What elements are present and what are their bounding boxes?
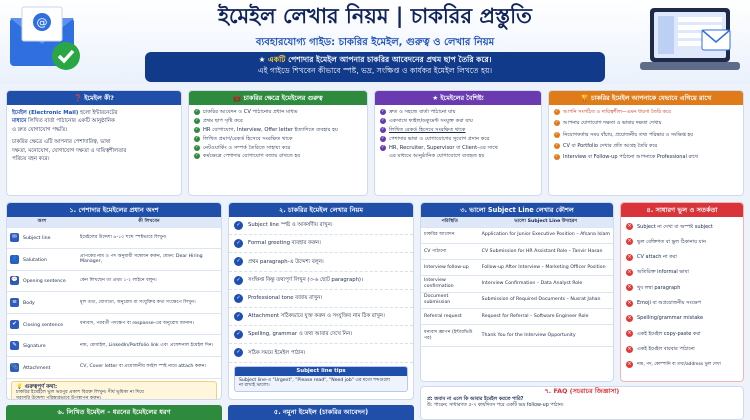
- list-item: × ভুল বেক্তিগত বা ভুল ঠিকানায় যান: [627, 238, 706, 245]
- check-icon: ✓: [555, 131, 559, 137]
- list-item: ✓ Interview বা Follow-up পাঠানো আপনাকে Professional রাখে: [555, 154, 698, 160]
- cross-icon: ×: [627, 314, 632, 321]
- banner-line-2: এই গাইডে শিখবেন কীভাবে স্পষ্ট, ভদ্র, সংক্ষিপ্ত ও কার্যকর ইমেইল লিখতে হয়।: [257, 66, 493, 76]
- card-body: [549, 105, 743, 169]
- card-header: ★ ইমেইলের বৈশিষ্ট্য: [375, 91, 541, 105]
- salutation-icon: 👤: [11, 255, 18, 262]
- table-row: Referral request Request for Referral – Software Engineer Role: [421, 308, 613, 324]
- trophy-icon: 🏆: [580, 94, 592, 102]
- table-row: Interview follow-up Follow-up After Interview – Marketing Officer Position: [421, 260, 613, 276]
- list-item: × CV attach না করা: [627, 253, 677, 261]
- card-line: মাধ্যমে লিখিত বার্তা পাঠানোর একটি আনুষ্ঠানিক: [12, 118, 115, 125]
- table-row: CV পাঠানো CV Submission for HR Assistant Role – Tanvir Hasan: [421, 243, 613, 259]
- cross-icon: ×: [627, 238, 632, 245]
- faq-answer: উ: পারেন; সাধারণত ৫-৭ কার্যদিবস পরে একটি ভদ্র follow-up পাঠান।: [427, 402, 564, 408]
- intro-banner: [145, 52, 605, 82]
- section-title: ৪. সাধারণ ভুল ও সতর্কতা: [621, 203, 743, 217]
- check-icon: ✓: [555, 120, 559, 126]
- attachment-icon: 📎: [11, 363, 18, 370]
- tips-box: Subject line tips Subject line-এ "Urgent", "Please read", "Need job" এর মতো শব্দগুলো না রাখাই ভালো।: [234, 366, 408, 392]
- card-header: ❓ ইমেইল কী?: [7, 91, 181, 105]
- table-row: 👤 Salutation প্রাপকের নাম ও পদ অনুযায়ী সম্বোধন করুন, যেমন: Dear Hiring Manager,: [7, 249, 221, 271]
- card-header: 💼 চাকরির ক্ষেত্রে ইমেইলের গুরুত্ব: [189, 91, 367, 105]
- faq-question: প্র: জবাব না এলে কি আবার ইমেইল করতে পারি?: [427, 397, 524, 402]
- rules-list: [229, 217, 413, 363]
- list-item: ✓ CV বা Portfolio দেখার প্রতি আগ্রহ তৈরি করে: [555, 142, 658, 149]
- table-row: ধন্যবাদ জ্ঞাপন (ইন্টারভিউ পর) Thank You for the Interview Opportunity: [421, 325, 613, 347]
- list-item: ✓ HR যোগাযোগ, Interview, Offer letter ইত্যাদিতে ব্যবহার হয়: [195, 126, 338, 133]
- check-icon: ✓: [234, 294, 243, 303]
- section-writing-rules: [228, 202, 414, 400]
- table-row: ✔ Closing sentence ধন্যবাদ, পরবর্তী পদক্ষেপ বা response-এর অনুরোধ জানান।: [7, 313, 221, 335]
- mistakes-list: [621, 217, 743, 372]
- list-item: × একই ইমেইল বারবার পাঠানো: [627, 345, 695, 352]
- check-icon: ✓: [381, 144, 385, 150]
- list-item: × নাম, পদ, কোম্পানি বা তথ্য/address ভুল দেখা: [627, 360, 721, 367]
- list-item: ✓ একসাথে ফাইল/ডকুমেন্ট সংযুক্ত করা যায়: [381, 117, 473, 124]
- col-header: ভালো Subject Line উদাহরণ: [479, 217, 613, 227]
- bulb-icon: 💡: [16, 383, 25, 390]
- card-line: ও দ্রুত যোগাযোগ পদ্ধতি।: [12, 126, 68, 133]
- list-item: ✓ সঠিক সময়ে ইমেইল পাঠান।: [229, 344, 413, 362]
- briefcase-icon: 💼: [233, 94, 244, 102]
- card-advantages: [548, 90, 744, 196]
- list-item: ✓ আপনার যোগাযোগ দক্ষতা ও ভাষার দক্ষতা দেখায়: [555, 120, 662, 127]
- question-icon: ❓: [74, 94, 85, 102]
- check-icon: ✓: [234, 312, 243, 321]
- cross-icon: ×: [627, 223, 632, 230]
- list-item: × অতিরিক্ত informal ভাষা: [627, 269, 689, 276]
- table-row: 📎 Attachment CV, Cover letter বা প্রয়োজনীয় ফাইল স্পষ্ট নামে attach করুন।: [7, 357, 221, 379]
- list-item: ✓ লিখিত রেকর্ড হিসেবে সংরক্ষিত থাকে: [381, 126, 466, 133]
- card-body: [7, 105, 181, 167]
- table-row: ≡ Body মূল তথ্য, যোগ্যতা, অনুরোধ বা সংযুক্তির কথা সংক্ষেপে লিখুন।: [7, 292, 221, 314]
- laptop-email-icon: [636, 4, 744, 80]
- card-line: চাকরির ক্ষেত্রে এটি আপনার পেশাদারিত্ব, ভাষা: [12, 139, 111, 146]
- list-item: ✓ পেশাদার ভাষা ও যোগাযোগের সুযোগ প্রদান করে: [381, 135, 490, 142]
- banner-highlight: একটি: [268, 55, 286, 64]
- star-icon: ★: [432, 94, 441, 102]
- check-icon: ✓: [381, 126, 385, 132]
- check-icon: ✓: [195, 135, 199, 141]
- subject-table: [421, 217, 613, 347]
- card-line: ইমেইল (Electronic Mail) হলো ইন্টারনেটের: [12, 110, 118, 116]
- check-icon: ✓: [381, 117, 385, 123]
- list-item: ✓ Attachment সঠিকভাবে যুক্ত করুন ও সংযুক্তির নাম ঠিক রাখুন।: [229, 308, 413, 326]
- card-what-is-email: [6, 90, 182, 196]
- col-header: পরিস্থিতি: [421, 217, 479, 227]
- check-icon: ✓: [195, 117, 199, 123]
- table-row: ✉ Subject line ইমেইলের উদ্দেশ্য ৬-১০ শব্দে স্পষ্টভাবে লিখুন।: [7, 227, 221, 249]
- cross-icon: ×: [627, 345, 632, 352]
- table-row: চাকরির আবেদন Application for Junior Executive Position – Afsana Islam: [421, 227, 613, 243]
- section-title: ১. পেশাদার ইমেইলের প্রধান অংশ: [7, 203, 221, 217]
- list-item: × Emoji বা অপ্রয়োজনীয় সংক্ষেপ: [627, 299, 702, 306]
- col-header: কী লিখবেন: [77, 217, 221, 227]
- table-row: Document submission Submission of Required Documents – Nusrat Jahan: [421, 292, 613, 308]
- list-item: ✓ চাকরির আবেদন ও CV পাঠানোর প্রধান মাধ্যম: [195, 109, 298, 115]
- check-icon: ✓: [234, 348, 243, 357]
- list-item: ✓ লিখিত প্রমাণ/রেকর্ড হিসেবে সংরক্ষিত থাকে: [195, 135, 293, 142]
- section-mistakes: [620, 202, 744, 382]
- cross-icon: ×: [627, 269, 632, 276]
- section-subject-lines: [420, 202, 614, 382]
- list-item: ✓ প্রথম paragraph-এ উদ্দেশ্য বলুন।: [229, 253, 413, 271]
- check-icon: ✓: [234, 257, 243, 266]
- section-6-title: ৬. লিখিত ইমেইল – ধরনের ইমেইলের ধরণ: [6, 405, 222, 420]
- table-row: 💬 Opening sentence কেন লিখছেন তা প্রথম ১-২ লাইনে বলুন।: [7, 270, 221, 292]
- check-icon: ✓: [381, 109, 385, 114]
- card-line: পরিচয় বহন করে।: [12, 155, 50, 162]
- page-subtitle: ব্যবহারযোগ্য গাইড: চাকরির ইমেইল, গুরুত্ব ও লেখার নিয়ম: [255, 37, 495, 48]
- card-body: [189, 105, 367, 166]
- opening-icon: 💬: [11, 277, 18, 284]
- list-item: ✓ HR, Recruiter, Supervisor বা Client-এর সাথে: [381, 144, 498, 151]
- list-item: ✓ নেটওয়ার্কিং ও সম্পর্ক তৈরিতে সাহায্য করে: [195, 144, 291, 151]
- card-features: [374, 90, 542, 196]
- list-item: × একই ইমেইল copy-paste করা: [627, 330, 701, 337]
- check-icon: ✓: [234, 239, 243, 248]
- section-title: ৩. ভালো Subject Line লেখার কৌশল: [421, 203, 613, 217]
- list-item: ✓ আপনি সংগঠিত ও দায়িত্বশীল—এমন ধারণা তৈরি করে: [555, 109, 671, 115]
- envelope-check-icon: [8, 4, 108, 80]
- list-item: × Subject না দেখা বা অস্পষ্ট subject: [627, 223, 713, 230]
- card-body: [375, 105, 541, 166]
- check-icon: ✓: [381, 135, 385, 141]
- faq-section: [420, 386, 744, 420]
- cross-icon: ×: [627, 330, 632, 337]
- list-item: ✓ Spelling, grammar ও তথ্য আবার দেখে নিন।: [229, 326, 413, 344]
- list-item: ✓ প্রথম ছাপ সৃষ্টি করে: [195, 117, 243, 124]
- list-item: ✓ সংক্ষিপ্ত কিন্তু তথ্যপূর্ণ লিখুন (৩-৬ ছোট paragraph)।: [229, 272, 413, 290]
- check-icon: ✓: [195, 144, 199, 150]
- parts-table: [7, 217, 221, 379]
- col-header: অংশ: [7, 217, 77, 227]
- list-item: × খুব লম্বা paragraph: [627, 284, 681, 291]
- section-5-title: ৫. নমুনা ইমেইল (চাকরির আবেদন): [228, 405, 414, 420]
- star-icon: ★: [258, 55, 269, 64]
- list-item: এর মাধ্যমে আনুষ্ঠানিক যোগাযোগে ব্যবহৃত হয়: [389, 153, 485, 160]
- list-item: × Spelling/grammar mistake: [627, 314, 704, 322]
- cross-icon: ×: [627, 299, 632, 306]
- check-icon: ✓: [234, 276, 243, 285]
- check-icon: ✓: [555, 154, 559, 159]
- cross-icon: ×: [627, 253, 632, 260]
- body-icon: ≡: [10, 298, 19, 307]
- signature-icon: ✎: [10, 341, 19, 350]
- faq-title: ৭. FAQ (সচরাচর জিজ্ঞাসা): [544, 387, 620, 395]
- check-icon: ✓: [195, 153, 199, 159]
- section-email-parts: [6, 202, 222, 400]
- list-item: ✓ Formal greeting ব্যবহার করুন।: [229, 235, 413, 253]
- important-note: 💡 গুরুত্বপূর্ণ কথা: চাকরির ইমেইলে ভুল ভরপুর প্রকাশ বিরক্ত লিখুন। দীর্ঘ ভূমিকা না দিয়ে সরাসরি উদ্দেশ্য পরিষ্কারভাবে উপস্থাপন করুন।: [11, 381, 217, 400]
- check-icon: ✓: [195, 109, 199, 114]
- cross-icon: ×: [627, 284, 632, 291]
- card-importance: [188, 90, 368, 196]
- table-row: Interview confirmation Interview Confirmation – Data Analyst Role: [421, 276, 613, 292]
- list-item: ✓ নিয়োগকর্তার সময় বাঁচায়, প্রয়োজনীয় তথ্য পরিষ্কার ও সংক্ষিপ্ত হয়: [555, 131, 694, 138]
- check-icon: ✓: [234, 221, 243, 230]
- list-item: ✓ Subject line স্পষ্ট ও আকর্ষণীয় রাখুন।: [229, 217, 413, 235]
- check-icon: ✓: [555, 109, 559, 114]
- list-item: ✓ Professional tone বজায় রাখুন।: [229, 290, 413, 308]
- card-line: দক্ষতা, মনোযোগ, যোগাযোগ দক্ষতা ও দায়িত্বশীলতার: [12, 147, 127, 154]
- check-icon: ✓: [555, 142, 559, 148]
- list-item: ✓ কর্মক্ষেত্রে পেশাদার যোগাযোগ বজায় রাখতে হয়: [195, 153, 301, 160]
- svg-text:@: @: [36, 16, 48, 29]
- closing-icon: ✔: [10, 320, 19, 329]
- list-item: ✓ দ্রুত ও সহজে বার্তা পাঠানো যায়: [381, 109, 456, 115]
- banner-line-1: পেশাদার ইমেইল আপনার চাকরির আবেদনের প্রথম ছাপ তৈরি করে।: [285, 55, 492, 64]
- page-title: ইমেইল লেখার নিয়ম | চাকরির প্রস্তুতি: [218, 4, 532, 28]
- check-icon: ✓: [195, 126, 199, 132]
- card-header: 🏆 চাকরির ইমেইল আপনাকে যেভাবে এগিয়ে রাখে: [549, 91, 743, 105]
- subject-icon: ✉: [10, 233, 19, 242]
- table-row: ✎ Signature নাম, মোবাইল, LinkedIn/Portfolio link এবং প্রফেশনাল ইমেইল দিন।: [7, 335, 221, 357]
- cross-icon: ×: [627, 360, 632, 367]
- check-icon: ✓: [234, 330, 243, 339]
- section-title: ২. চাকরির ইমেইল লেখার নিয়ম: [229, 203, 413, 217]
